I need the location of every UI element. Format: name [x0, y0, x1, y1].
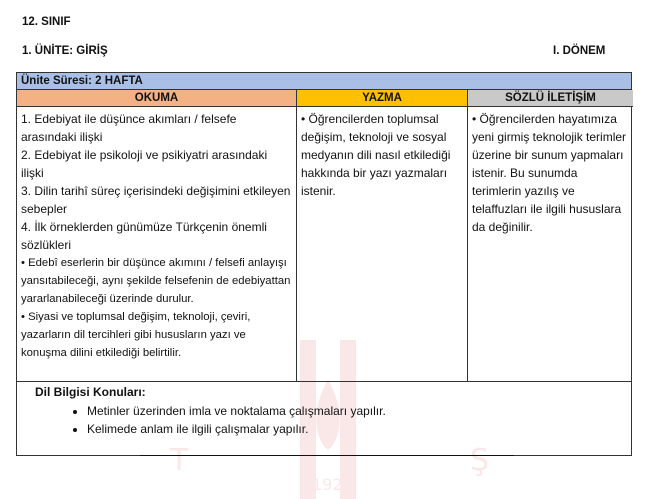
- okuma-item: 4. İlk örneklerden günümüze Türkçenin önemli sözlükleri: [21, 220, 267, 252]
- yazma-cell: [297, 107, 468, 381]
- sozlu-iletisim-text: • Öğrencilerden hayatımıza yeni girmiş teknolojik terimler üzerine bir sunum yapmaları istenir. Bu sunumda terimlerin yazılış ve telaffuzları ile ilgili hususlara da değinilir.: [472, 112, 627, 234]
- bottom-divider: [140, 455, 514, 456]
- column-header-okuma: OKUMA: [17, 90, 297, 107]
- okuma-bullet: • Edebî eserlerin bir düşünce akımını / felsefi anlayışı yansıtabileceği, aynı şekilde felsefenin de edebiyattan yararlanabileceği üzerinde durulur.: [21, 257, 291, 305]
- grammar-topics: [17, 381, 631, 457]
- curriculum-table: [16, 72, 632, 456]
- sozlu-iletisim-cell: [468, 107, 633, 381]
- svg-text:Ş: Ş: [470, 443, 490, 478]
- yazma-text: • Öğrencilerden toplumsal değişim, teknoloji ve sosyal medyanın dili nasıl etkilediği hakkında bir yazı yazmaları istenir.: [301, 112, 451, 198]
- column-header-yazma: YAZMA: [297, 90, 468, 107]
- okuma-item: 2. Edebiyat ile psikoloji ve psikiyatri arasındaki ilişki: [21, 148, 268, 180]
- grammar-item: • Metinler üzerinden imla ve noktalama çalışmaları yapılır.: [87, 402, 631, 420]
- column-header-sozlu-iletisim: SÖZLÜ İLETİŞİM: [468, 90, 633, 107]
- okuma-item: 3. Dilin tarihî süreç içerisindeki değişimini etkileyen sebepler: [21, 184, 291, 216]
- grammar-item: • Kelimede anlam ile ilgili çalışmalar yapılır.: [87, 420, 631, 438]
- term-label: I. DÖNEM: [553, 45, 606, 57]
- unit-duration: Ünite Süresi: 2 HAFTA: [17, 73, 631, 90]
- svg-text:T: T: [170, 443, 189, 478]
- grammar-list: [35, 402, 631, 438]
- unit-title: 1. ÜNİTE: GİRİŞ: [22, 45, 108, 57]
- watermark-year: 1926: [312, 475, 353, 494]
- grade-label: 12. SINIF: [22, 16, 71, 28]
- grammar-title: Dil Bilgisi Konuları:: [35, 385, 146, 399]
- okuma-item: 1. Edebiyat ile düşünce akımları / felsefe arasındaki ilişki: [21, 112, 237, 144]
- okuma-cell: [17, 107, 297, 381]
- okuma-bullet: • Siyasi ve toplumsal değişim, teknoloji, çeviri, yazarların dil tercihleri gibi hususların yazı ve konuşma dilini etkilediği belirtilir.: [21, 311, 251, 359]
